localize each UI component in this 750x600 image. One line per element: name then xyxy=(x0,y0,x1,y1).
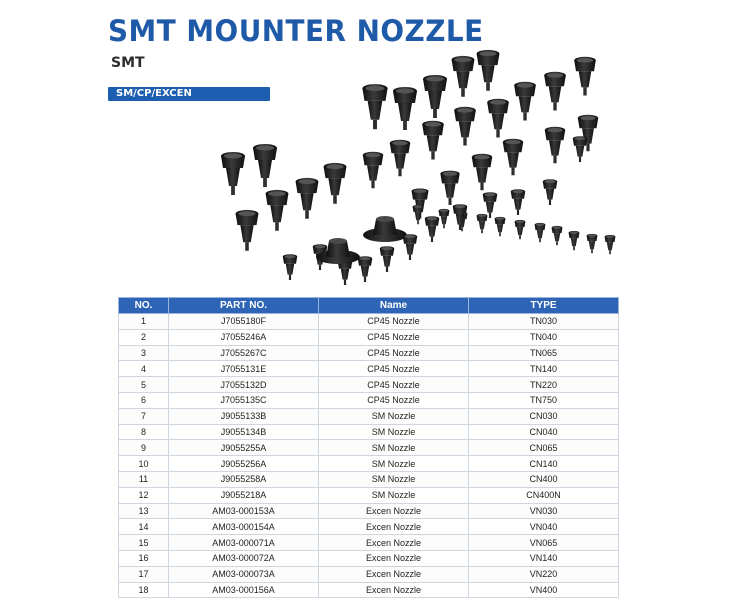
part-number-cell: J9055133B xyxy=(169,408,319,424)
nozzle-type-cell: TN040 xyxy=(469,329,619,345)
table-row xyxy=(119,471,619,487)
nozzle-icon xyxy=(440,171,459,205)
column-header-type: TYPE xyxy=(469,298,619,314)
nozzle-name-cell: SM Nozzle xyxy=(319,408,469,424)
row-number-cell: 11 xyxy=(119,471,169,487)
nozzle-name-cell: CP45 Nozzle xyxy=(319,314,469,330)
nozzle-icon xyxy=(221,152,245,195)
nozzle-name-cell: CP45 Nozzle xyxy=(319,329,469,345)
nozzle-type-cell: VN065 xyxy=(469,535,619,551)
nozzle-name-cell: Excen Nozzle xyxy=(319,503,469,519)
nozzle-type-cell: TN030 xyxy=(469,314,619,330)
nozzle-type-cell: CN400 xyxy=(469,471,619,487)
nozzle-icon xyxy=(362,84,387,129)
nozzle-icon xyxy=(477,50,500,91)
row-number-cell: 12 xyxy=(119,487,169,503)
nozzle-name-cell: SM Nozzle xyxy=(319,471,469,487)
row-number-cell: 14 xyxy=(119,519,169,535)
nozzle-icon xyxy=(573,136,587,162)
row-number-cell: 18 xyxy=(119,582,169,598)
nozzle-type-cell: CN030 xyxy=(469,408,619,424)
nozzle-type-cell: CN040 xyxy=(469,424,619,440)
part-number-cell: J9055218A xyxy=(169,487,319,503)
column-header-no: NO. xyxy=(119,298,169,314)
nozzle-icon xyxy=(535,223,546,242)
nozzle-icon xyxy=(266,190,289,231)
nozzle-icon xyxy=(605,235,616,254)
nozzle-icon xyxy=(487,99,509,138)
row-number-cell: 13 xyxy=(119,503,169,519)
table-row xyxy=(119,535,619,551)
nozzle-icon xyxy=(544,72,566,111)
nozzle-name-cell: CP45 Nozzle xyxy=(319,345,469,361)
nozzle-type-cell: TN750 xyxy=(469,392,619,408)
nozzle-icon xyxy=(503,139,523,176)
nozzle-type-cell: VN140 xyxy=(469,550,619,566)
nozzle-icon xyxy=(403,234,417,260)
row-number-cell: 15 xyxy=(119,535,169,551)
nozzle-type-cell: VN030 xyxy=(469,503,619,519)
table-row xyxy=(119,550,619,566)
table-row xyxy=(119,566,619,582)
table-row xyxy=(119,345,619,361)
nozzle-icon xyxy=(472,154,492,191)
nozzle-icon xyxy=(552,226,563,245)
nozzle-icon xyxy=(425,216,439,242)
table-row xyxy=(119,314,619,330)
table-row xyxy=(119,503,619,519)
nozzle-type-cell: TN065 xyxy=(469,345,619,361)
table-row xyxy=(119,329,619,345)
nozzle-icon xyxy=(393,87,417,130)
nozzle-icon xyxy=(439,209,450,228)
nozzle-icon xyxy=(296,178,319,219)
table-row xyxy=(119,440,619,456)
nozzle-icon xyxy=(283,254,297,280)
nozzle-icon xyxy=(483,192,497,218)
row-number-cell: 6 xyxy=(119,392,169,408)
page-title: SMT MOUNTER NOZZLE xyxy=(108,14,484,48)
row-number-cell: 16 xyxy=(119,550,169,566)
nozzle-type-cell: TN140 xyxy=(469,361,619,377)
nozzle-icon xyxy=(363,216,407,242)
nozzle-name-cell: Excen Nozzle xyxy=(319,519,469,535)
nozzle-type-cell: CN400N xyxy=(469,487,619,503)
part-number-cell: J7055267C xyxy=(169,345,319,361)
nozzle-name-cell: CP45 Nozzle xyxy=(319,392,469,408)
nozzle-icon xyxy=(515,220,526,239)
row-number-cell: 10 xyxy=(119,456,169,472)
row-number-cell: 7 xyxy=(119,408,169,424)
part-number-cell: J7055246A xyxy=(169,329,319,345)
nozzle-type-cell: VN220 xyxy=(469,566,619,582)
nozzle-icon xyxy=(358,256,372,282)
nozzle-icon xyxy=(569,231,580,250)
table-row xyxy=(119,424,619,440)
nozzle-icon xyxy=(514,82,536,121)
nozzle-icon xyxy=(422,121,444,160)
nozzle-type-cell: CN065 xyxy=(469,440,619,456)
nozzle-icon xyxy=(511,189,525,215)
part-number-cell: J7055180F xyxy=(169,314,319,330)
nozzle-product-photo xyxy=(200,45,640,290)
table-row xyxy=(119,582,619,598)
part-number-cell: J7055132D xyxy=(169,377,319,393)
row-number-cell: 1 xyxy=(119,314,169,330)
table-row xyxy=(119,377,619,393)
table-row xyxy=(119,456,619,472)
nozzle-name-cell: SM Nozzle xyxy=(319,456,469,472)
nozzle-name-cell: SM Nozzle xyxy=(319,440,469,456)
table-header-row xyxy=(119,298,619,314)
category-tag: SM/CP/EXCEN xyxy=(108,87,270,101)
part-number-cell: J9055255A xyxy=(169,440,319,456)
part-number-cell: AM03-000156A xyxy=(169,582,319,598)
table-row xyxy=(119,361,619,377)
nozzle-icon xyxy=(452,56,475,97)
nozzle-name-cell: Excen Nozzle xyxy=(319,550,469,566)
row-number-cell: 9 xyxy=(119,440,169,456)
nozzle-type-cell: CN140 xyxy=(469,456,619,472)
nozzle-icon xyxy=(495,217,506,236)
nozzle-icon xyxy=(477,214,488,233)
nozzle-icon xyxy=(454,107,476,146)
part-number-cell: AM03-000073A xyxy=(169,566,319,582)
part-number-cell: J9055258A xyxy=(169,471,319,487)
nozzle-icon xyxy=(545,127,565,164)
nozzle-type-cell: VN040 xyxy=(469,519,619,535)
nozzle-type-cell: TN220 xyxy=(469,377,619,393)
row-number-cell: 3 xyxy=(119,345,169,361)
nozzle-icon xyxy=(236,210,259,251)
table-row xyxy=(119,408,619,424)
nozzle-icon xyxy=(324,163,347,204)
nozzle-spec-table xyxy=(118,297,619,598)
part-number-cell: AM03-000154A xyxy=(169,519,319,535)
part-number-cell: J9055134B xyxy=(169,424,319,440)
part-number-cell: AM03-000072A xyxy=(169,550,319,566)
nozzle-name-cell: SM Nozzle xyxy=(319,487,469,503)
table-row xyxy=(119,519,619,535)
page-subtitle: SMT xyxy=(111,55,145,71)
nozzle-icon xyxy=(363,152,383,189)
nozzle-group xyxy=(221,50,615,285)
nozzle-type-cell: VN400 xyxy=(469,582,619,598)
part-number-cell: J7055135C xyxy=(169,392,319,408)
column-header-part-no: PART NO. xyxy=(169,298,319,314)
row-number-cell: 2 xyxy=(119,329,169,345)
nozzle-icon xyxy=(390,140,410,177)
nozzle-icon xyxy=(413,205,424,224)
nozzle-icon xyxy=(423,75,447,118)
nozzle-icon xyxy=(543,179,557,205)
row-number-cell: 5 xyxy=(119,377,169,393)
part-number-cell: J7055131E xyxy=(169,361,319,377)
row-number-cell: 17 xyxy=(119,566,169,582)
nozzle-icon xyxy=(587,234,598,253)
nozzle-name-cell: SM Nozzle xyxy=(319,424,469,440)
column-header-name: Name xyxy=(319,298,469,314)
nozzle-name-cell: CP45 Nozzle xyxy=(319,361,469,377)
part-number-cell: J9055256A xyxy=(169,456,319,472)
nozzle-name-cell: Excen Nozzle xyxy=(319,535,469,551)
part-number-cell: AM03-000153A xyxy=(169,503,319,519)
table-row xyxy=(119,487,619,503)
nozzle-icon xyxy=(574,57,596,96)
part-number-cell: AM03-000071A xyxy=(169,535,319,551)
nozzle-icon xyxy=(380,246,394,272)
nozzle-icon xyxy=(253,144,277,187)
row-number-cell: 8 xyxy=(119,424,169,440)
nozzle-name-cell: Excen Nozzle xyxy=(319,566,469,582)
row-number-cell: 4 xyxy=(119,361,169,377)
nozzle-name-cell: CP45 Nozzle xyxy=(319,377,469,393)
nozzle-name-cell: Excen Nozzle xyxy=(319,582,469,598)
table-row xyxy=(119,392,619,408)
